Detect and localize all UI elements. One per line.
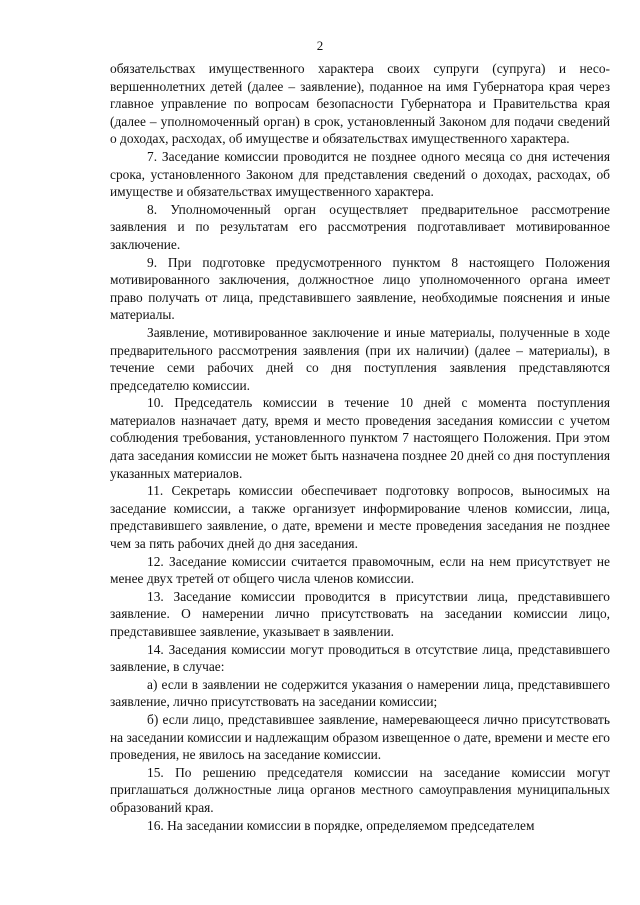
paragraph-item-14-b: б) если лицо, представившее заявление, намеревающееся лично присутствовать на заседании комиссии и надлежащим образом извещенное о дате, времени и месте его проведения, не явилось на заседание комиссии. [110,711,610,763]
paragraph-continuation: обязательствах имущественного характера своих супруги (супруга) и несовершеннолетних детей (далее – заявление), поданное на имя Губернатора края через главное управление по вопросам безопасности Губернатора и Правительства края (далее – уполномоченный орган) в срок, установленный Законом для подачи сведений о доходах, расходах, об имуществе и обязательствах имущественного характера. [110,61,610,147]
paragraph-item-8: 8. Уполномоченный орган осуществляет предварительное рассмотрение заявления и по результатам его рассмотрения подготавливает мотивированное заключение. [110,201,610,252]
paragraph-item-9-materials: Заявление, мотивированное заключение и иные материалы, полученные в ходе предварительного рассмотрения заявления (при их наличии) (далее – материалы), в течение семи рабочих дней со дня поступления заявления представляются председателю комиссии. [110,324,610,393]
paragraph-item-16: 16. На заседании комиссии в порядке, определяемом председателем [147,817,535,833]
paragraph-item-14: 14. Заседания комиссии могут проводиться в отсутствие лица, представившего заявление, в случае: [110,641,610,675]
paragraph-item-10: 10. Председатель комиссии в течение 10 дней с момента поступления материалов назначает дату, время и место проведения заседания комиссии с учетом соблюдения требования, установленного пунктом 7 настоящего Положения. При этом дата заседания комиссии не может быть назначена позднее 20 дней со дня поступления указанных материалов. [110,395,610,481]
paragraph-item-12: 12. Заседание комиссии считается правомочным, если на нем присутствует не менее двух третей от общего числа членов комиссии. [110,553,610,587]
paragraph-item-11: 11. Секретарь комиссии обеспечивает подготовку вопросов, выносимых на заседание комиссии, а также организует информирование членов комиссии, лица, представившего заявление, о дате, времени и месте проведения заседания не позднее чем за пять рабочих дней до дня заседания. [110,483,610,552]
paragraph-item-15: 15. По решению председателя комиссии на заседание комиссии могут приглашаться должностные лица органов местного самоуправления муниципальных образований края. [110,764,610,815]
document-body [110,60,610,834]
paragraph-item-13: 13. Заседание комиссии проводится в присутствии лица, представившего заявление. О намерении лично присутствовать на заседании комиссии лицо, представившее заявление, указывает в заявлении. [110,588,610,639]
paragraph-item-9: 9. При подготовке предусмотренного пунктом 8 настоящего Положения мотивированного заключения, должностное лицо уполномоченного органа имеет право получать от лица, представившего заявление, необходимые пояснения и иные материалы. [110,254,610,323]
paragraph-item-14-a: а) если в заявлении не содержится указания о намерении лица, представившего заявление, лично присутствовать на заседании комиссии; [110,676,610,710]
page-number: 2 [316,38,324,53]
paragraph-item-7: 7. Заседание комиссии проводится не позднее одного месяца со дня истечения срока, установленного Законом для представления сведений о доходах, расходах, об имуществе и обязательствах имущественного характера. [110,148,610,200]
